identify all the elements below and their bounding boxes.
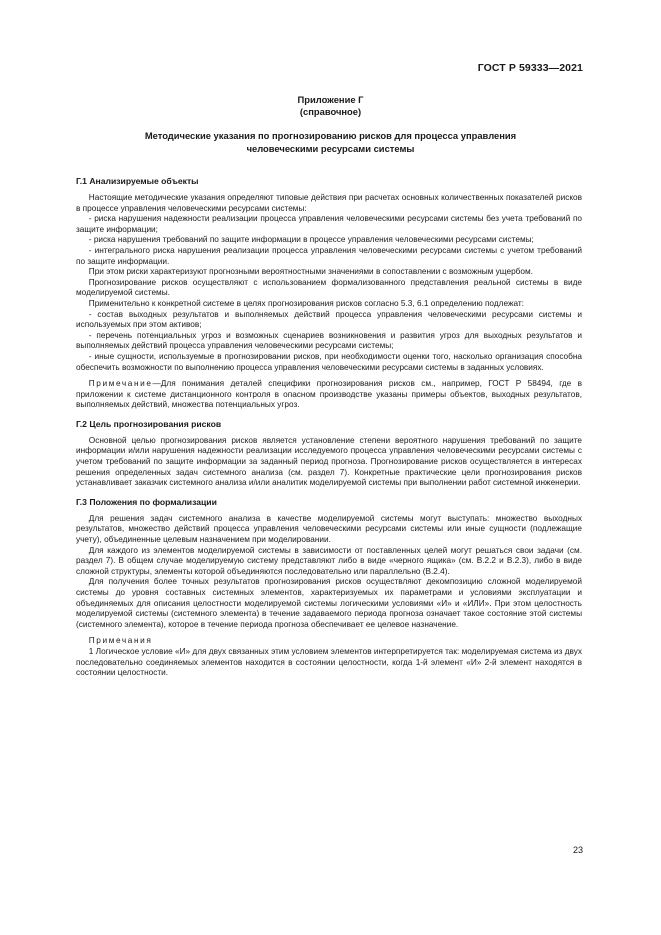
note xyxy=(76,379,582,411)
notes-label: Примечания xyxy=(88,636,153,646)
paragraph: Для каждого из элементов моделируемой системы в зависимости от поставленных целей могут решаться свои задачи (см. раздел 7). В общем случае моделируемую систему представляют либо в виде «черного ящика» (см. В.2.2 и В.2.3), либо в виде сложной структуры, элементы которой объединяются последовательно или параллельно (В.2.4). xyxy=(76,545,582,576)
note-text: —Для понимания деталей специфики прогнозирования рисков см., например, ГОСТ Р 58494, где в приложении к системе дистанционного контроля в опасном производстве указаны примеры объектов, выходных результатов, выполняемых действий, множества потенциальных угроз. xyxy=(76,379,582,410)
list-item: - интегрального риска нарушения реализации процесса управления человеческими ресурсами системы с учетом требований по защите информации. xyxy=(76,245,582,266)
appendix-heading xyxy=(0,94,661,118)
document-title-line-2: человеческими ресурсами системы xyxy=(246,142,415,154)
paragraph: При этом риски характеризуют прогнозными вероятностными значениями в сопоставлении с возможным ущербом. xyxy=(88,267,533,277)
section-heading-g2: Г.2 Цель прогнозирования рисков xyxy=(76,418,222,429)
paragraph: Применительно к конкретной системе в целях прогнозирования рисков согласно 5.3, 6.1 определению подлежат: xyxy=(88,298,524,308)
document-title xyxy=(70,130,591,155)
section-heading-g3: Г.3 Положения по формализации xyxy=(76,496,217,507)
note-item: 1 Логическое условие «И» для двух связанных этим условием элементов интерпретируется так: моделируемая система из двух последовательно соединяемых элементов находится в состоянии целостности, когда 1-й элемент «И» 2-й элемент находятся в состоянии целостности. xyxy=(76,646,582,678)
appendix-subtitle: (справочное) xyxy=(299,106,362,117)
paragraph: Настоящие методические указания определяют типовые действия при расчетах основных количественных показателей рисков в процессе управления человеческими ресурсами системы: xyxy=(76,193,582,213)
list-item: - риска нарушения требований по защите информации в процессе управления человеческими ресурсами системы; xyxy=(88,235,534,245)
paragraph: Для получения более точных результатов прогнозирования рисков осуществляют декомпозицию сложной моделируемой системы до уровня составных системных элементов, характеризуемых их параметрами и условиями эксплуатации и объединяемых для описания целостности моделируемой системы логическими условиями «И» и «ИЛИ». При этом целостность моделируемой системы (системного элемента) в течение задаваемого периода прогноза означает такое состояние этой системы (системного элемента), которое в течение периода прогноза обеспечивает ее целевое назначение. xyxy=(76,577,582,629)
note-label: Примечание xyxy=(88,379,153,389)
paragraph: Прогнозирование рисков осуществляют с использованием формализованного представления реальной системы в виде моделируемой системы. xyxy=(76,277,582,298)
page-number: 23 xyxy=(572,845,583,855)
list-item: - состав выходных результатов и выполняемых действий процесса управления человеческими ресурсами системы и используемых при этом активов; xyxy=(76,309,582,330)
appendix-title: Приложение Г xyxy=(297,94,364,105)
document-body xyxy=(76,176,582,679)
section-heading-g1: Г.1 Анализируемые объекты xyxy=(76,176,199,186)
paragraph: Для решения задач системного анализа в качестве моделируемой системы могут выступать: множество выходных результатов, множество действий процесса управления человеческими ресурсами системы или иные сущности (подлежащие учету), объединенные целевым назначением при моделировании. xyxy=(76,513,582,545)
list-item: - риска нарушения надежности реализации процесса управления человеческими ресурсами системы без учета требований по защите информации; xyxy=(76,214,582,234)
list-item: - перечень потенциальных угроз и возможных сценариев возникновения и развития угроз для выходных результатов и выполняемых действий процесса управления человеческими ресурсами системы; xyxy=(76,330,582,351)
standard-code: ГОСТ Р 59333—2021 xyxy=(477,62,583,74)
paragraph: Основной целью прогнозирования рисков является установление степени вероятного нарушения требований по защите информации и/или нарушения надежности реализации исследуемого процесса управления человеческими ресурсами системы с учетом требований по защите информации за заданный период прогноза. Прогнозирование рисков осуществляется в интересах решения определенных задач системного анализа (см. раздел 7). Конкретные практические цели прогнозирования рисков устанавливает заказчик системного анализа и/или аналитик моделируемой системы при выполнении работ системной инженерии. xyxy=(76,435,582,488)
list-item: - иные сущности, используемые в прогнозировании рисков, при необходимости оценки того, насколько организация способна обеспечить возможности по выполнению процесса управления человеческими ресурсами системы в заданных условиях. xyxy=(76,351,582,372)
document-title-line-1: Методические указания по прогнозированию рисков для процесса управления xyxy=(144,130,517,141)
